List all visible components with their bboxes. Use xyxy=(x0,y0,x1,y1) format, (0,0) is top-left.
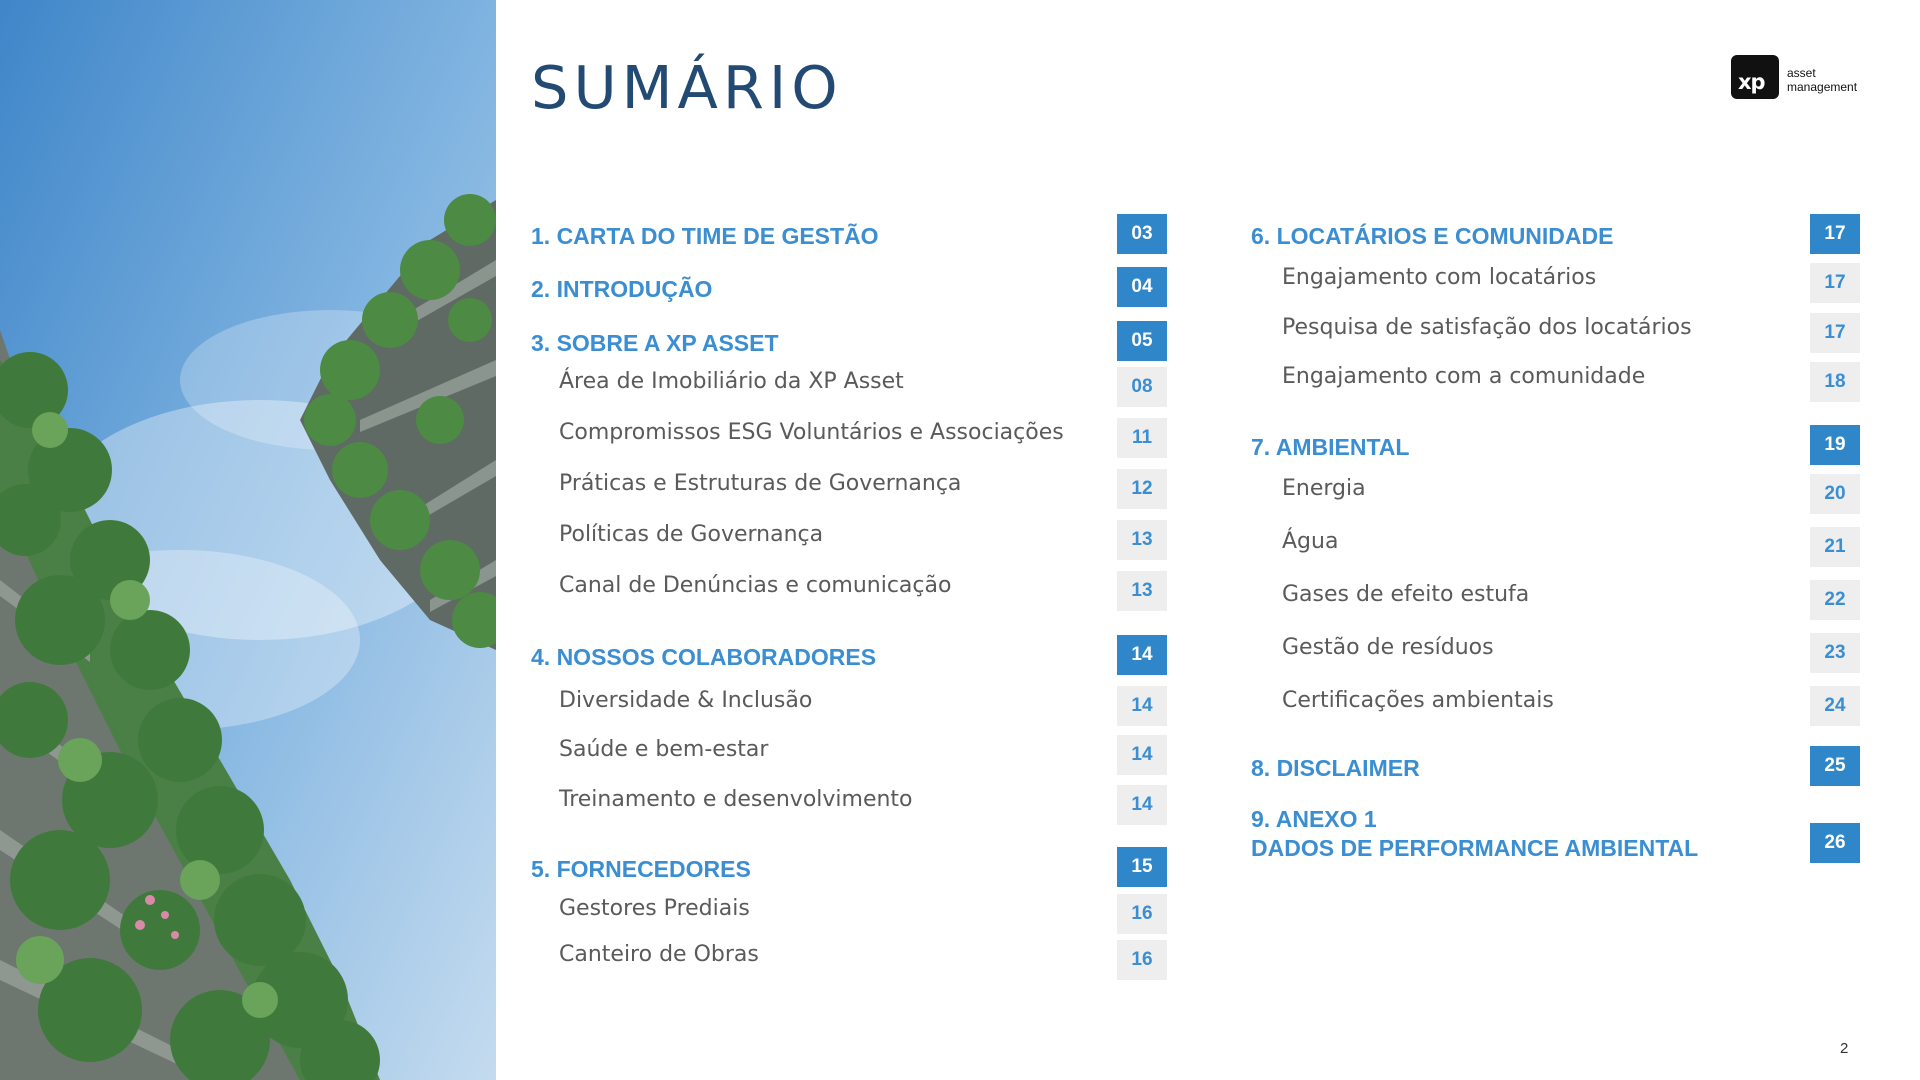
toc-section[interactable] xyxy=(531,321,1167,361)
toc-page-badge: 17 xyxy=(1810,214,1860,254)
toc-subsection[interactable] xyxy=(1282,474,1860,514)
toc-page-badge: 13 xyxy=(1117,571,1167,611)
toc-subsection-label: Práticas e Estruturas de Governança xyxy=(559,471,962,496)
toc-subsection[interactable] xyxy=(559,894,1167,934)
toc-page-badge: 15 xyxy=(1117,847,1167,887)
toc-page-badge: 25 xyxy=(1810,746,1860,786)
toc-section-label-line-1: 9. ANEXO 1 xyxy=(1251,806,1377,832)
toc-section-label: 3. SOBRE A XP ASSET xyxy=(531,330,779,356)
page-number: 2 xyxy=(1840,1040,1849,1057)
toc-subsection-label: Diversidade & Inclusão xyxy=(559,688,813,713)
toc-page-badge: 18 xyxy=(1810,362,1860,402)
toc-section[interactable] xyxy=(531,847,1167,887)
toc-subsection[interactable] xyxy=(559,571,1167,611)
toc-subsection-label: Engajamento com a comunidade xyxy=(1282,364,1646,389)
toc-section-label: 5. FORNECEDORES xyxy=(531,856,751,882)
toc-page-badge: 19 xyxy=(1810,425,1860,465)
toc-page-badge: 21 xyxy=(1810,527,1860,567)
toc-subsection[interactable] xyxy=(559,735,1167,775)
toc-subsection-label: Área de Imobiliário da XP Asset xyxy=(559,369,904,394)
toc-subsection[interactable] xyxy=(1282,527,1860,567)
toc-page-badge: 24 xyxy=(1810,686,1860,726)
toc-page-badge: 04 xyxy=(1117,267,1167,307)
toc-page-badge: 20 xyxy=(1810,474,1860,514)
toc-section-label: 7. AMBIENTAL xyxy=(1251,434,1410,460)
toc-subsection-label: Engajamento com locatários xyxy=(1282,265,1597,290)
toc-section[interactable] xyxy=(531,214,1167,254)
toc-page-badge: 11 xyxy=(1117,418,1167,458)
toc-section-label: 2. INTRODUÇÃO xyxy=(531,276,713,302)
toc-section[interactable] xyxy=(1251,425,1860,465)
toc-page-badge: 16 xyxy=(1117,940,1167,980)
toc-subsection[interactable] xyxy=(1282,633,1860,673)
toc-subsection[interactable] xyxy=(559,520,1167,560)
toc-section-label: 8. DISCLAIMER xyxy=(1251,755,1420,781)
toc-subsection-label: Gestores Prediais xyxy=(559,896,750,921)
toc-page-badge: 14 xyxy=(1117,735,1167,775)
toc-subsection-label: Gases de efeito estufa xyxy=(1282,582,1530,607)
toc-subsection-label: Compromissos ESG Voluntários e Associações xyxy=(559,420,1064,445)
toc-subsection[interactable] xyxy=(1282,686,1860,726)
toc-subsection[interactable] xyxy=(559,367,1167,407)
toc-section[interactable] xyxy=(531,635,1167,675)
toc-section[interactable] xyxy=(531,267,1167,307)
toc-subsection[interactable] xyxy=(559,469,1167,509)
toc-section-label-line-2: DADOS DE PERFORMANCE AMBIENTAL xyxy=(1251,835,1699,861)
xp-logo-letters: xp xyxy=(1738,70,1765,94)
logo-line-2: management xyxy=(1787,80,1858,94)
toc-page-badge: 03 xyxy=(1117,214,1167,254)
page-title: SUMÁRIO xyxy=(531,53,843,122)
toc-subsection-label: Saúde e bem-estar xyxy=(559,737,769,762)
toc-subsection[interactable] xyxy=(1282,362,1860,402)
toc-section-label: 4. NOSSOS COLABORADORES xyxy=(531,644,877,670)
toc-page-badge: 08 xyxy=(1117,367,1167,407)
toc-subsection-label: Energia xyxy=(1282,476,1366,501)
toc-page-badge: 14 xyxy=(1117,686,1167,726)
toc-subsection[interactable] xyxy=(559,785,1167,825)
toc-page-badge: 22 xyxy=(1810,580,1860,620)
toc-page-badge: 13 xyxy=(1117,520,1167,560)
toc-subsection[interactable] xyxy=(559,940,1167,980)
toc-section-label: 6. LOCATÁRIOS E COMUNIDADE xyxy=(1251,223,1614,249)
toc-page-badge: 12 xyxy=(1117,469,1167,509)
toc-subsection-label: Água xyxy=(1282,529,1339,554)
toc-page-badge: 23 xyxy=(1810,633,1860,673)
toc-subsection-label: Canal de Denúncias e comunicação xyxy=(559,573,952,598)
toc-section[interactable] xyxy=(1251,746,1860,786)
toc-section[interactable] xyxy=(1251,805,1860,865)
toc-subsection[interactable] xyxy=(1282,580,1860,620)
toc-page-badge: 16 xyxy=(1117,894,1167,934)
toc-subsection-label: Políticas de Governança xyxy=(559,522,824,547)
toc-page-badge: 17 xyxy=(1810,263,1860,303)
toc-subsection[interactable] xyxy=(1282,313,1860,353)
toc-subsection[interactable] xyxy=(559,418,1167,458)
toc-subsection-label: Pesquisa de satisfação dos locatários xyxy=(1282,315,1692,340)
toc-subsection-label: Certificações ambientais xyxy=(1282,688,1554,713)
toc-section-label: 1. CARTA DO TIME DE GESTÃO xyxy=(531,223,879,249)
toc-section-label xyxy=(1251,805,1698,863)
toc-page-badge: 26 xyxy=(1810,823,1860,863)
toc-page-badge: 05 xyxy=(1117,321,1167,361)
toc-page-badge: 14 xyxy=(1117,785,1167,825)
toc-subsection-label: Canteiro de Obras xyxy=(559,942,759,967)
toc-subsection-label: Treinamento e desenvolvimento xyxy=(559,787,913,812)
toc-subsection[interactable] xyxy=(1282,263,1860,303)
toc-subsection-label: Gestão de resíduos xyxy=(1282,635,1494,660)
toc-section[interactable] xyxy=(1251,214,1860,254)
logo-line-1: asset xyxy=(1787,66,1816,80)
toc-page-badge: 17 xyxy=(1810,313,1860,353)
toc-page-badge: 14 xyxy=(1117,635,1167,675)
toc-subsection[interactable] xyxy=(559,686,1167,726)
